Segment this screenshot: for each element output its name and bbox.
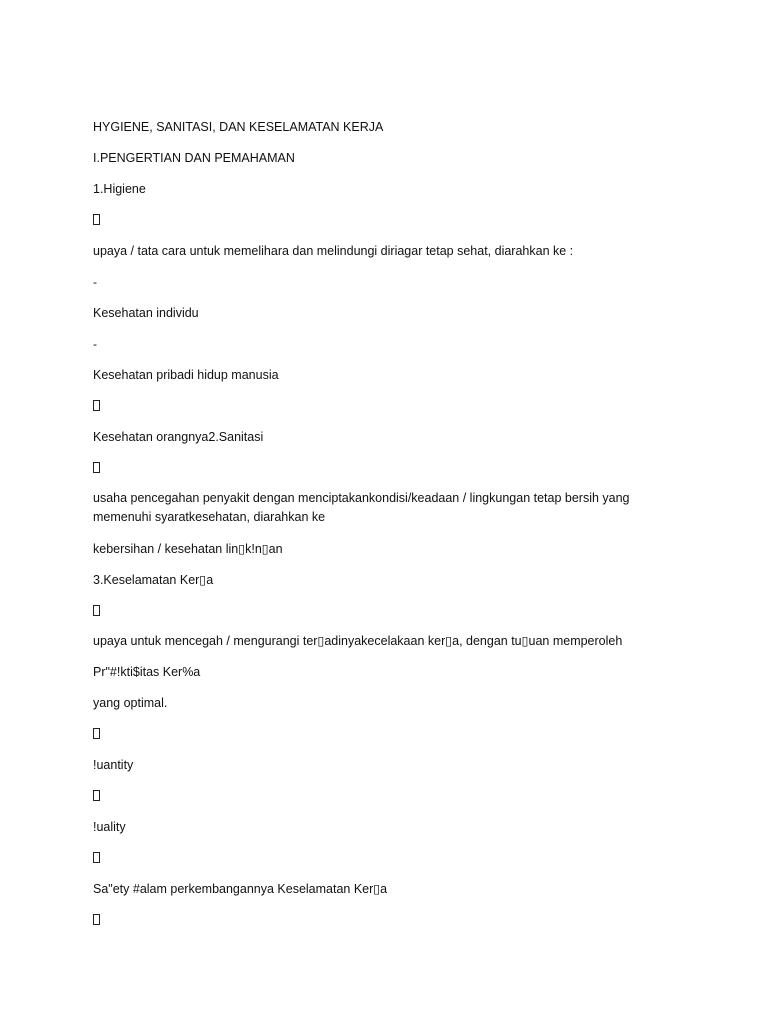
bullet-icon	[93, 602, 100, 621]
subheading-higiene: 1.Higiene	[93, 182, 146, 196]
bullet-icon	[93, 725, 100, 744]
bullet-icon	[93, 459, 100, 478]
paragraph-line: kebersihan / kesehatan lin▯k!n▯an	[93, 542, 283, 556]
bullet-icon	[93, 397, 100, 416]
bullet-icon	[93, 911, 100, 930]
list-item: Kesehatan individu	[93, 306, 199, 320]
paragraph-line: Sa"ety #alam perkembangannya Keselamatan Ker▯a	[93, 882, 388, 896]
paragraph-line: upaya / tata cara untuk memelihara dan melindungi diriagar tetap sehat, diarahkan ke :	[93, 244, 574, 258]
list-item: !uantity	[93, 758, 134, 772]
dash-marker: -	[93, 275, 97, 289]
dash-marker: -	[93, 337, 97, 351]
bullet-icon	[93, 849, 100, 868]
list-item: !uality	[93, 820, 126, 834]
bullet-icon	[93, 787, 100, 806]
section-heading: I.PENGERTIAN DAN PEMAHAMAN	[93, 151, 295, 165]
subheading-keselamatan: 3.Keselamatan Ker▯a	[93, 573, 214, 587]
paragraph-line: Pr"#!kti$itas Ker%a	[93, 665, 201, 679]
paragraph-line: upaya untuk mencegah / mengurangi ter▯adinyakecelakaan ker▯a, dengan tu▯uan memperoleh	[93, 634, 623, 648]
paragraph-line: Kesehatan orangnya2.Sanitasi	[93, 430, 264, 444]
list-item: Kesehatan pribadi hidup manusia	[93, 368, 279, 382]
paragraph-line: usaha pencegahan penyakit dengan menciptakankondisi/keadaan / lingkungan tetap bersih yang memenuhi syaratkesehatan, diarahkan ke	[93, 491, 630, 524]
document-title: HYGIENE, SANITASI, DAN KESELAMATAN KERJA	[93, 120, 384, 134]
bullet-icon	[93, 211, 100, 230]
paragraph-line: yang optimal.	[93, 696, 168, 710]
